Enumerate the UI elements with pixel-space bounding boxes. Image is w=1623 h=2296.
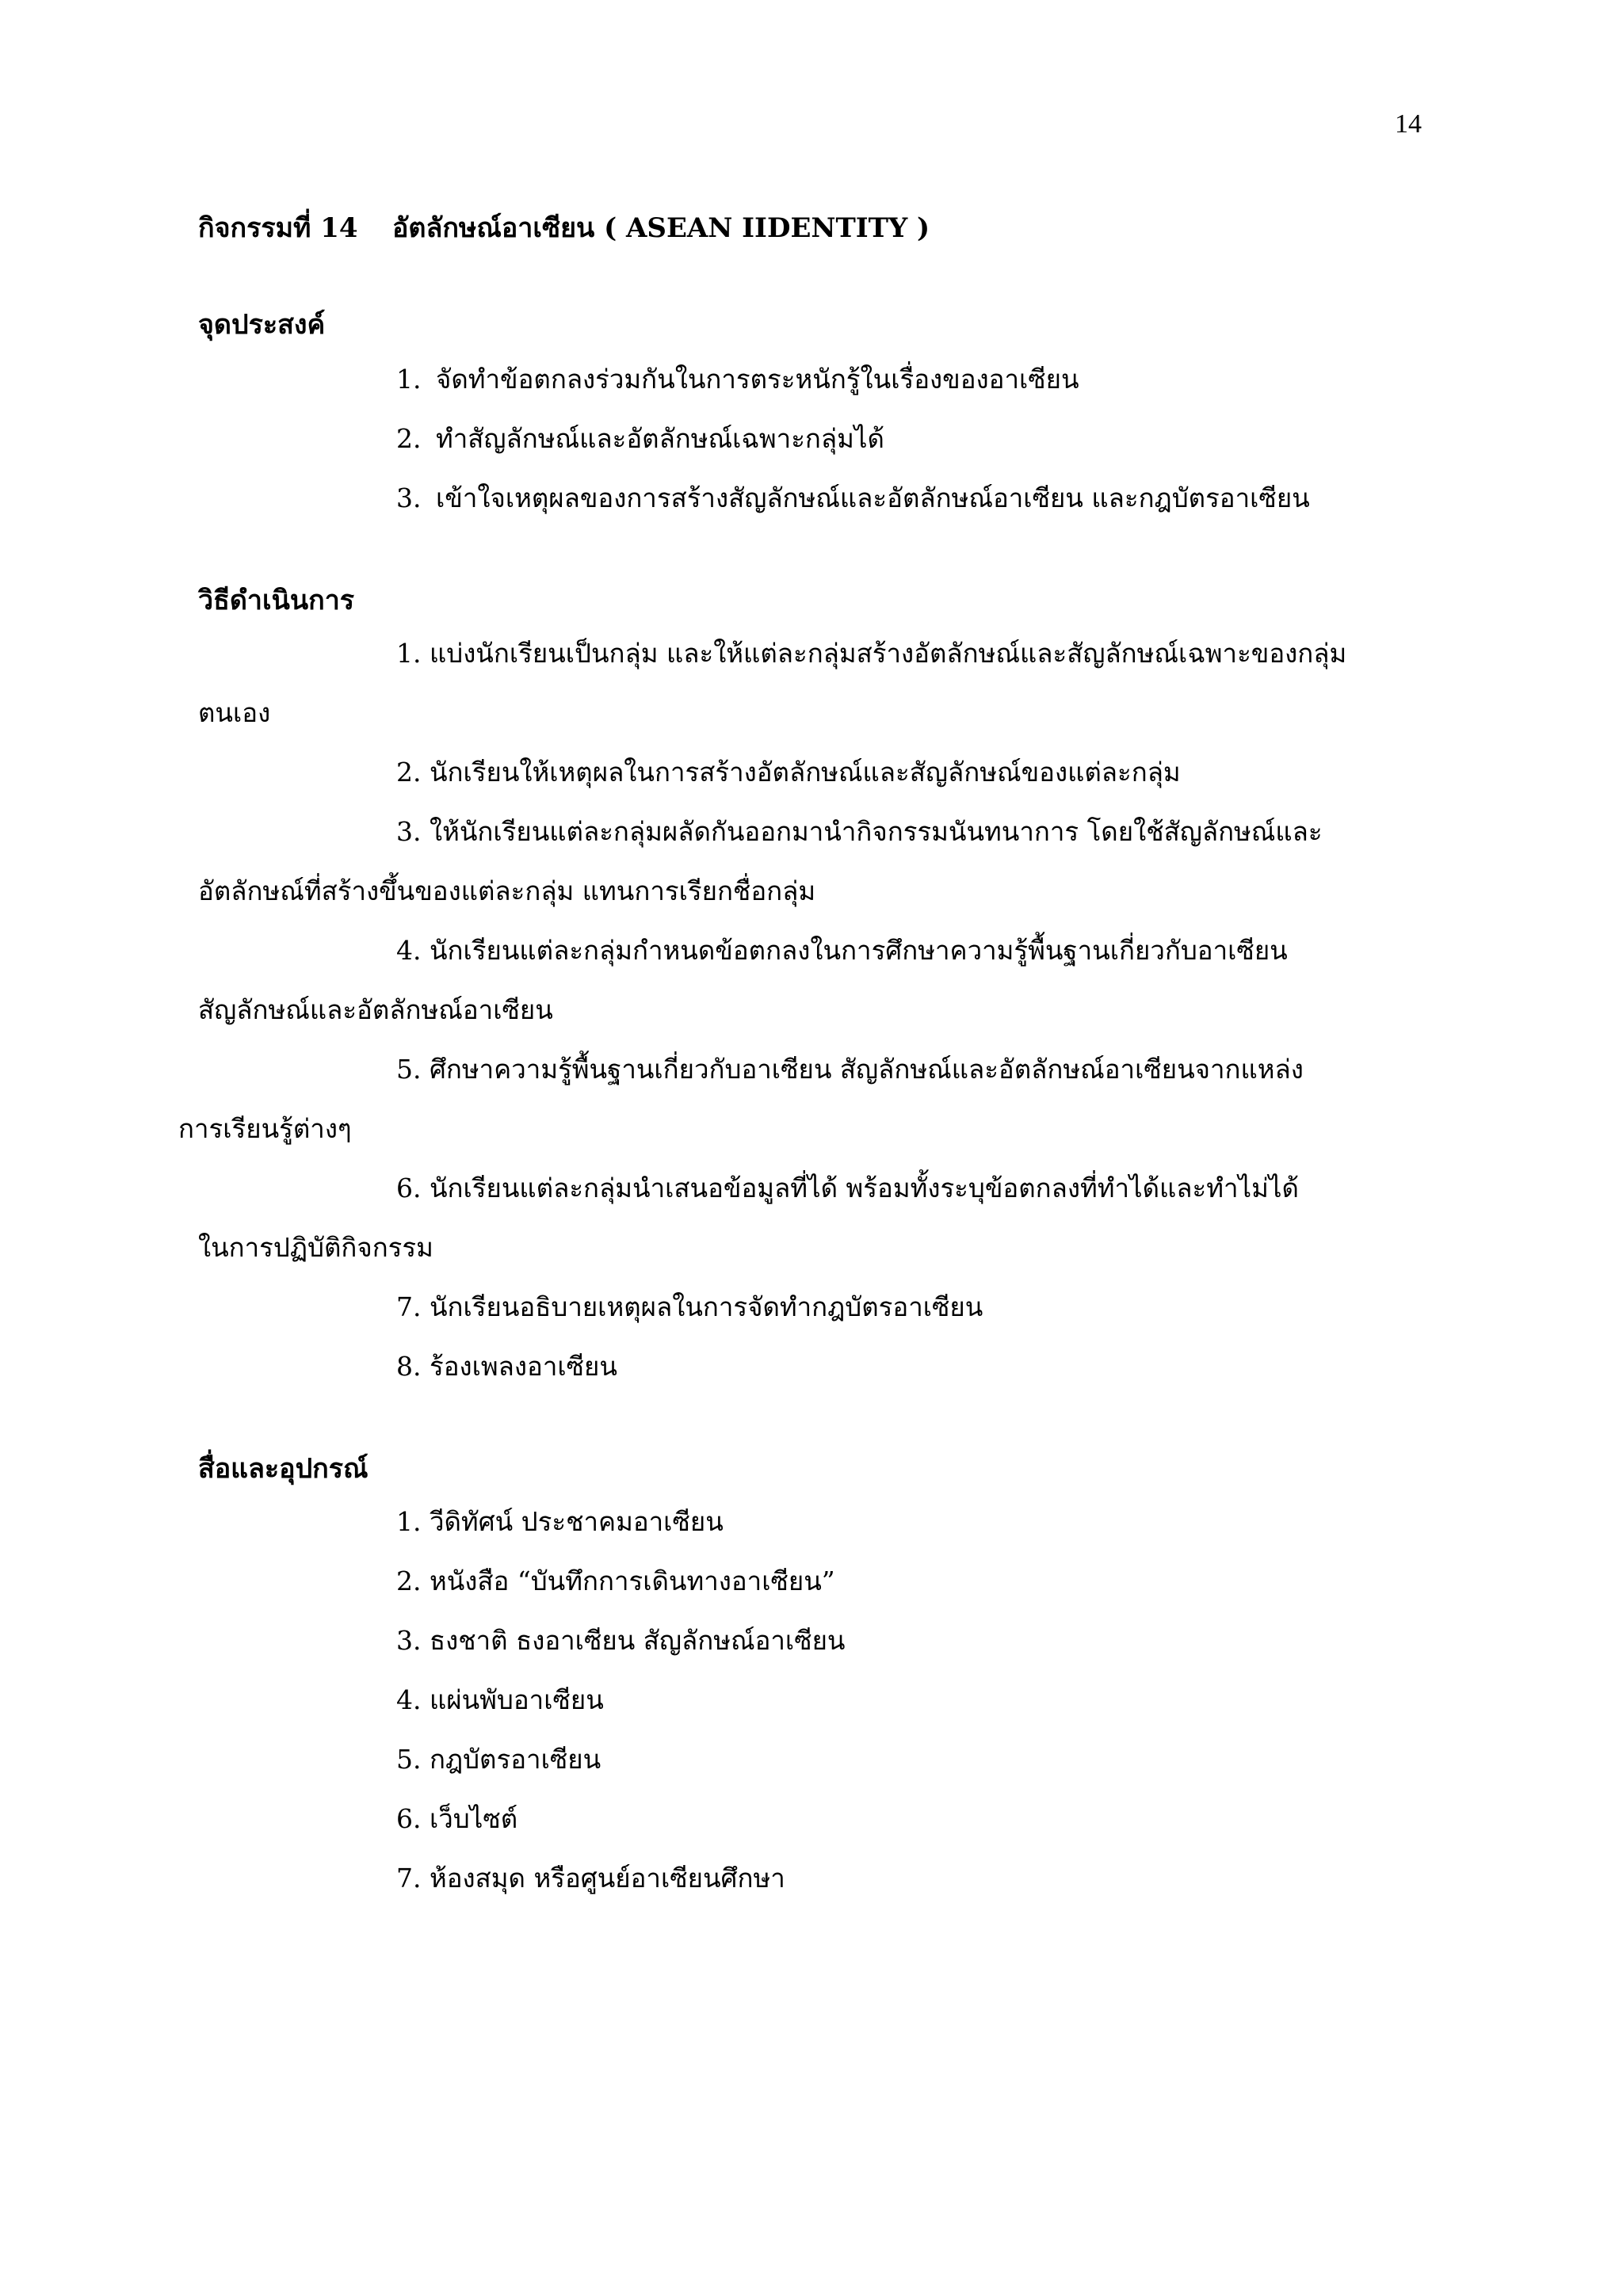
procedure-line-continued: อัตลักษณ์ที่สร้างขึ้นของแต่ละกลุ่ม แทนการเรียกชื่อกลุ่ม bbox=[198, 875, 816, 906]
activity-title bbox=[198, 206, 930, 249]
activity-name: อัตลักษณ์อาเซียน ( ASEAN IIDENTITY ) bbox=[392, 212, 930, 244]
objectives-heading: จุดประสงค์ bbox=[198, 309, 326, 341]
material-item: 7. ห้องสมุด หรือศูนย์อาเซียนศึกษา bbox=[396, 1863, 785, 1894]
procedure-line: 8. ร้องเพลงอาเซียน bbox=[396, 1351, 617, 1382]
objective-text: เข้าใจเหตุผลของการสร้างสัญลักษณ์และอัตลักษณ์อาเซียน และกฎบัตรอาเซียน bbox=[436, 482, 1310, 513]
material-item: 3. ธงชาติ ธงอาเซียน สัญลักษณ์อาเซียน bbox=[396, 1625, 846, 1656]
objective-item bbox=[396, 364, 1079, 395]
objective-item bbox=[396, 425, 884, 452]
material-item: 4. แผ่นพับอาเซียน bbox=[396, 1684, 604, 1715]
material-item: 5. กฎบัตรอาเซียน bbox=[396, 1744, 601, 1775]
objective-item bbox=[396, 482, 1310, 513]
procedure-line: 1. แบ่งนักเรียนเป็นกลุ่ม และให้แต่ละกลุ่มสร้างอัตลักษณ์และสัญลักษณ์เฉพาะของกลุ่ม bbox=[396, 638, 1347, 669]
material-item: 6. เว็บไซต์ bbox=[396, 1803, 518, 1834]
procedure-line: 5. ศึกษาความรู้พื้นฐานเกี่ยวกับอาเซียน สัญลักษณ์และอัตลักษณ์อาเซียนจากแหล่ง bbox=[396, 1054, 1304, 1085]
procedure-line-continued: การเรียนรู้ต่างๆ bbox=[178, 1113, 352, 1144]
materials-heading: สื่อและอุปกรณ์ bbox=[198, 1453, 369, 1485]
procedure-line-continued: ในการปฏิบัติกิจกรรม bbox=[198, 1232, 433, 1263]
objective-number: 3. bbox=[396, 482, 422, 513]
objective-text: ทำสัญลักษณ์และอัตลักษณ์เฉพาะกลุ่มได้ bbox=[436, 423, 884, 454]
procedure-line: 4. นักเรียนแต่ละกลุ่มกำหนดข้อตกลงในการศึกษาความรู้พื้นฐานเกี่ยวกับอาเซียน bbox=[396, 935, 1288, 966]
material-item: 1. วีดิทัศน์ ประชาคมอาเซียน bbox=[396, 1506, 724, 1537]
procedure-heading: วิธีดำเนินการ bbox=[198, 585, 355, 616]
procedure-line: 3. ให้นักเรียนแต่ละกลุ่มผลัดกันออกมานำกิจกรรมนันทนาการ โดยใช้สัญลักษณ์และ bbox=[396, 816, 1323, 847]
objective-number: 2. bbox=[396, 423, 422, 454]
objective-text: จัดทำข้อตกลงร่วมกันในการตระหนักรู้ในเรื่องของอาเซียน bbox=[436, 364, 1079, 395]
procedure-line-continued: ตนเอง bbox=[198, 697, 271, 728]
procedure-line: 7. นักเรียนอธิบายเหตุผลในการจัดทำกฎบัตรอาเซียน bbox=[396, 1291, 983, 1322]
activity-number: กิจกรรมที่ 14 bbox=[198, 212, 358, 244]
material-item: 2. หนังสือ “บันทึกการเดินทางอาเซียน” bbox=[396, 1566, 835, 1596]
procedure-line: 2. นักเรียนให้เหตุผลในการสร้างอัตลักษณ์และสัญลักษณ์ของแต่ละกลุ่ม bbox=[396, 757, 1181, 788]
procedure-line: 6. นักเรียนแต่ละกลุ่มนำเสนอข้อมูลที่ได้ พร้อมทั้งระบุข้อตกลงที่ทำได้และทำไม่ได้ bbox=[396, 1173, 1299, 1203]
objective-number: 1. bbox=[396, 364, 422, 395]
procedure-line-continued: สัญลักษณ์และอัตลักษณ์อาเซียน bbox=[198, 994, 553, 1025]
page-number: 14 bbox=[1395, 109, 1422, 139]
